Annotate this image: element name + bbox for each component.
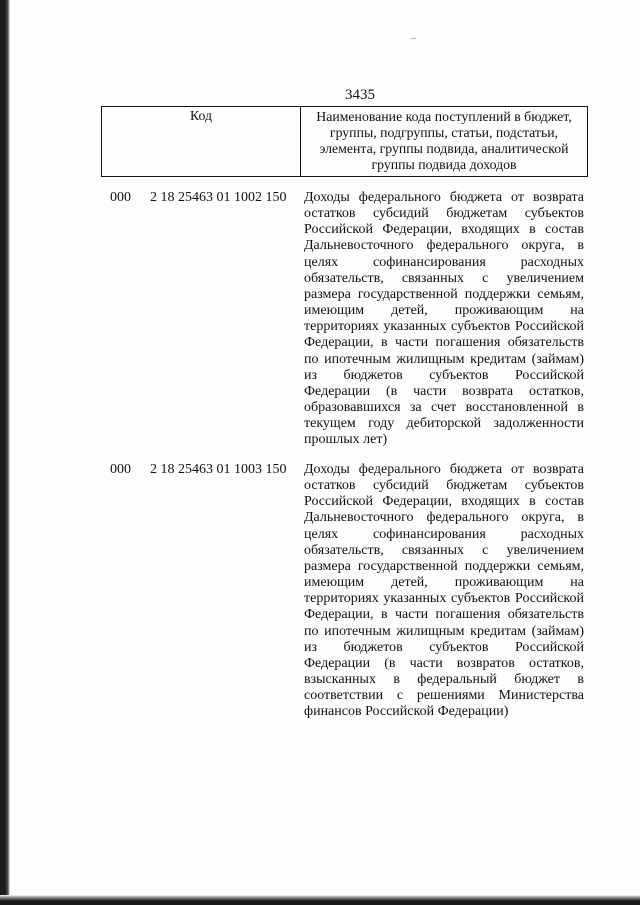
header-table: [101, 106, 588, 177]
budget-code: 2 18 25463 01 1003 150: [150, 462, 287, 477]
header-code-cell: Код: [102, 107, 301, 177]
code-description: Доходы федерального бюджета от возврата остатков субсидий бюджетам субъектов Российской Федерации, входящих в состав Дальневосточного федерального округа, в целях софинансирования расходных обязательств, связанных с увеличением размера государственной поддержки семьям, имеющим детей, проживающим на территориях указанных субъектов Российской Федерации, в части погашения обязательств по ипотечным жилищным кредитам (займам) из бюджетов субъектов Российской Федерации (в части возвратов остатков, взысканных в федеральный бюджет в соответствии с решениями Министерства финансов Российской Федерации): [304, 462, 584, 720]
admin-code: 000: [110, 462, 131, 477]
budget-code: 2 18 25463 01 1002 150: [150, 190, 287, 205]
header-row: [102, 107, 588, 177]
table-row: [0, 462, 640, 722]
code-description: Доходы федерального бюджета от возврата остатков субсидий бюджетам субъектов Российской Федерации, входящих в состав Дальневосточного федерального округа, в целях софинансирования расходных обязательств, связанных с увеличением размера государственной поддержки семьям, имеющим детей, проживающим на территориях указанных субъектов Российской Федерации, в части погашения обязательств по ипотечным жилищным кредитам (займам) из бюджетов субъектов Российской Федерации (в части возврата остатков, образовавшихся за счет восстановленной в текущем году дебиторской задолженности прошлых лет): [304, 190, 584, 448]
scan-edge-bottom: [0, 895, 640, 905]
code-list: [0, 190, 640, 722]
admin-code: 000: [110, 190, 131, 205]
table-row: [0, 190, 640, 462]
header-name-cell: Наименование кода поступлений в бюджет, группы, подгруппы, статьи, подстатьи, элемента, группы подвида, аналитической группы подвида доходов: [301, 107, 588, 177]
scan-speck: [410, 38, 416, 39]
page-number: 3435: [345, 87, 375, 103]
